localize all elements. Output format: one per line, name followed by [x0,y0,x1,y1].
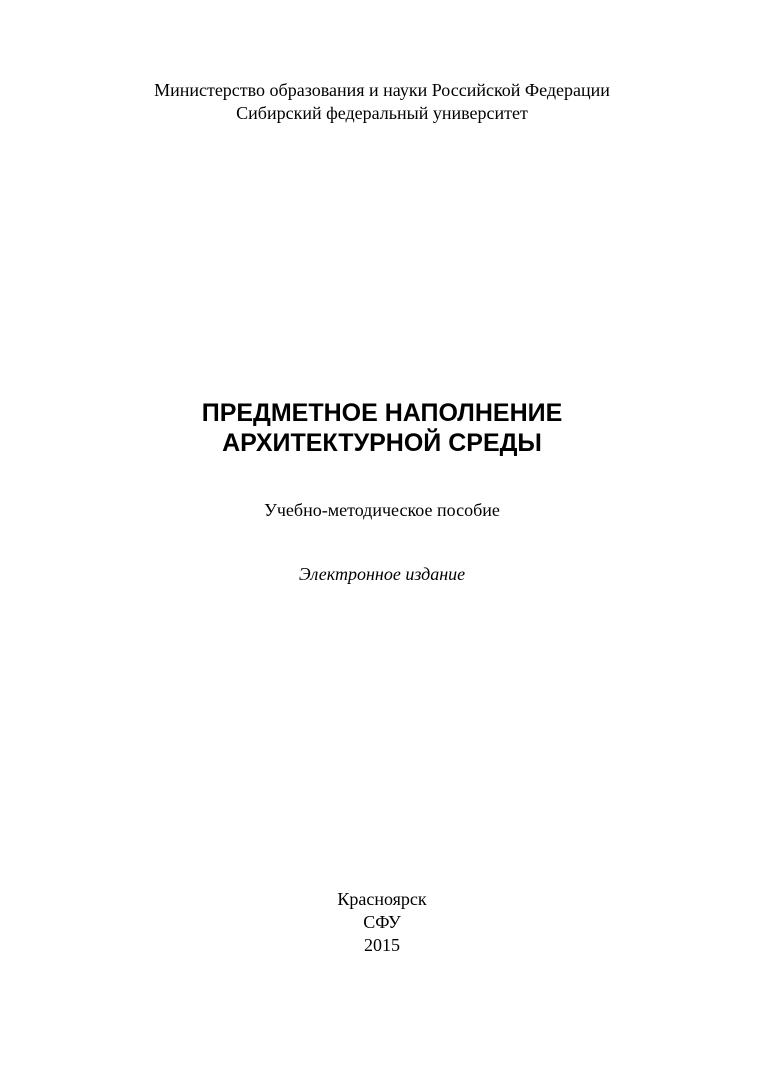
imprint-year: 2015 [364,935,400,955]
document-type: Учебно-методическое пособие [264,500,500,520]
edition-note: Электронное издание [298,564,466,584]
ministry-name: Министерство образования и науки Российской Федерации [154,80,610,100]
document-title-line-2: АРХИТЕКТУРНОЙ СРЕДЫ [222,429,542,457]
university-name: Сибирский федеральный университет [236,103,528,123]
document-title-line-1: ПРЕДМЕТНОЕ НАПОЛНЕНИЕ [201,399,563,427]
imprint-city: Красноярск [337,889,427,909]
imprint-publisher: СФУ [363,912,401,932]
